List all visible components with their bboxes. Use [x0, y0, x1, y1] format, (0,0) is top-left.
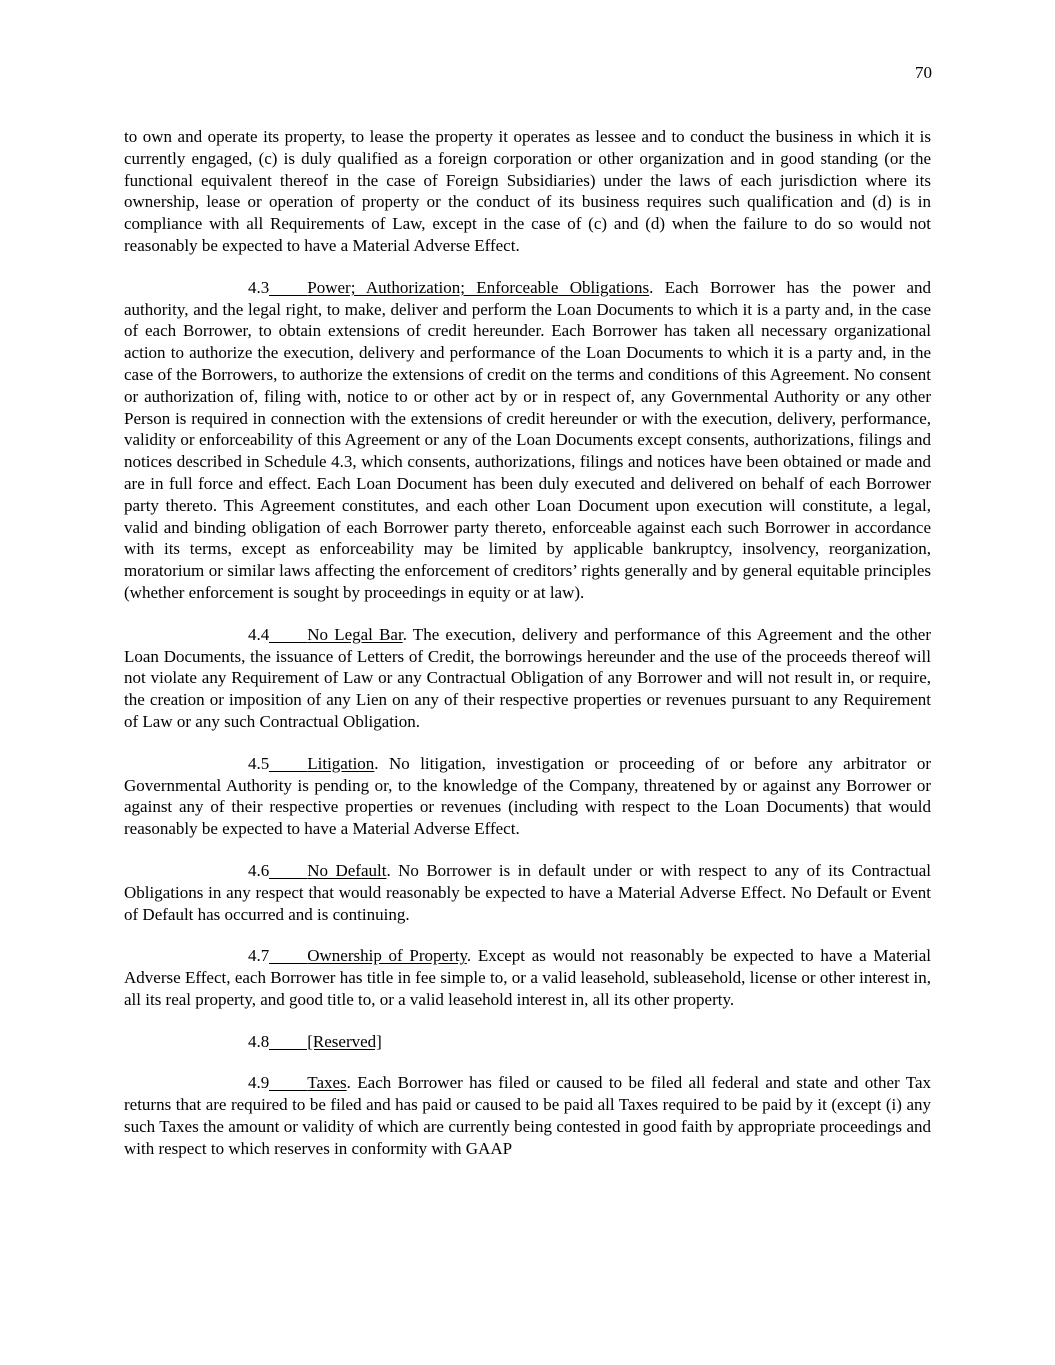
section-title: [Reserved] — [307, 1031, 382, 1051]
section-4-7 — [124, 945, 931, 1010]
section-underline-gap — [269, 948, 307, 964]
section-4-5 — [124, 753, 931, 840]
section-number: 4.6 — [248, 860, 270, 880]
section-title: Litigation — [307, 753, 375, 773]
continuation-paragraph: to own and operate its property, to lease the property it operates as lessee and to conduct the business in which it is currently engaged, (c) is duly qualified as a foreign corporation or other organization and in good standing (or the functional equivalent thereof in the case of Foreign Subsidiaries) under the laws of each jurisdiction where its ownership, lease or operation of property or the conduct of its business requires such qualification and (d) is in compliance with all Requirements of Law, except in the case of (c) and (d) when the failure to do so would not reasonably be expected to have a Material Adverse Effect. — [124, 127, 931, 255]
section-underline-gap — [269, 627, 307, 643]
section-number: 4.5 — [248, 753, 270, 773]
section-number: 4.3 — [248, 277, 270, 297]
section-number: 4.4 — [248, 624, 270, 644]
section-4-6 — [124, 860, 931, 925]
section-body: . The execution, delivery and performance of this Agreement and the other Loan Documents, the issuance of Letters of Credit, the borrowings hereunder and the use of the proceeds thereof will not violate any Requirement of Law or any Contractual Obligation of any Borrower and will not result in, or require, the creation or imposition of any Lien on any of their respective properties or revenues pursuant to any Requirement of Law or any such Contractual Obligation. — [124, 624, 931, 731]
section-4-9 — [124, 1072, 931, 1159]
section-number: 4.9 — [248, 1073, 270, 1093]
section-title: No Default — [307, 860, 387, 880]
section-4-3 — [124, 277, 931, 604]
page-number: 70 — [915, 63, 932, 82]
section-underline-gap — [269, 280, 307, 296]
document-body — [124, 126, 931, 1180]
section-title: Taxes — [307, 1073, 347, 1093]
section-4-8 — [124, 1031, 931, 1053]
section-body: . Except as would not reasonably be expected to have a Material Adverse Effect, each Borrower has title in fee simple to, or a valid leasehold, subleasehold, license or other interest in, all its real property, and good title to, or a valid leasehold interest in, all its other property. — [124, 946, 931, 1009]
section-body: . Each Borrower has filed or caused to be filed all federal and state and other Tax returns that are required to be filed and has paid or caused to be paid all Taxes required to be paid by it (except (i) any such Taxes the amount or validity of which are currently being contested in good faith by appropriate proceedings and with respect to which reserves in conformity with GAAP — [124, 1073, 931, 1158]
section-underline-gap — [269, 1075, 307, 1091]
section-underline-gap — [269, 1034, 307, 1050]
section-title: Ownership of Property — [307, 946, 467, 966]
section-body: . No Borrower is in default under or with respect to any of its Contractual Obligations in any respect that would reasonably be expected to have a Material Adverse Effect. No Default or Event of Default has occurred and is continuing. — [124, 860, 931, 924]
section-underline-gap — [269, 863, 307, 879]
section-4-4 — [124, 624, 931, 733]
section-underline-gap — [269, 756, 307, 772]
section-body: . No litigation, investigation or proceeding of or before any arbitrator or Governmental Authority is pending or, to the knowledge of the Company, threatened by or against any Borrower or against any of their respective properties or revenues (including with respect to the Loan Documents) that would reasonably be expected to have a Material Adverse Effect. — [124, 753, 931, 839]
section-body: . Each Borrower has the power and authority, and the legal right, to make, deliver and perform the Loan Documents to which it is a party and, in the case of each Borrower, to obtain extensions of credit hereunder. Each Borrower has taken all necessary organizational action to authorize the execution, delivery and performance of the Loan Documents to which it is a party and, in the case of the Borrowers, to authorize the extensions of credit on the terms and conditions of this Agreement. No consent or authorization of, filing with, notice to or other act by or in respect of, any Governmental Authority or any other Person is required in connection with the extensions of credit hereunder or with the execution, delivery, performance, validity or enforceability of this Agreement or any of the Loan Documents except consents, authorizations, filings and notices described in Schedule 4.3, which consents, authorizations, filings and notices have been obtained or made and are in full force and effect. Each Loan Document has been duly executed and delivered on behalf of each Borrower party thereto. This Agreement constitutes, and each other Loan Document upon execution will constitute, a legal, valid and binding obligation of each Borrower party thereto, enforceable against each such Borrower in accordance with its terms, except as enforceability may be limited by applicable bankruptcy, insolvency, reorganization, moratorium or similar laws affecting the enforcement of creditors’ rights generally and by general equitable principles (whether enforcement is sought by proceedings in equity or at law). — [124, 277, 932, 602]
section-title: Power; Authorization; Enforceable Obligations — [307, 277, 650, 297]
section-number: 4.8 — [248, 1031, 270, 1051]
section-title: No Legal Bar — [307, 624, 403, 644]
section-number: 4.7 — [248, 946, 270, 966]
